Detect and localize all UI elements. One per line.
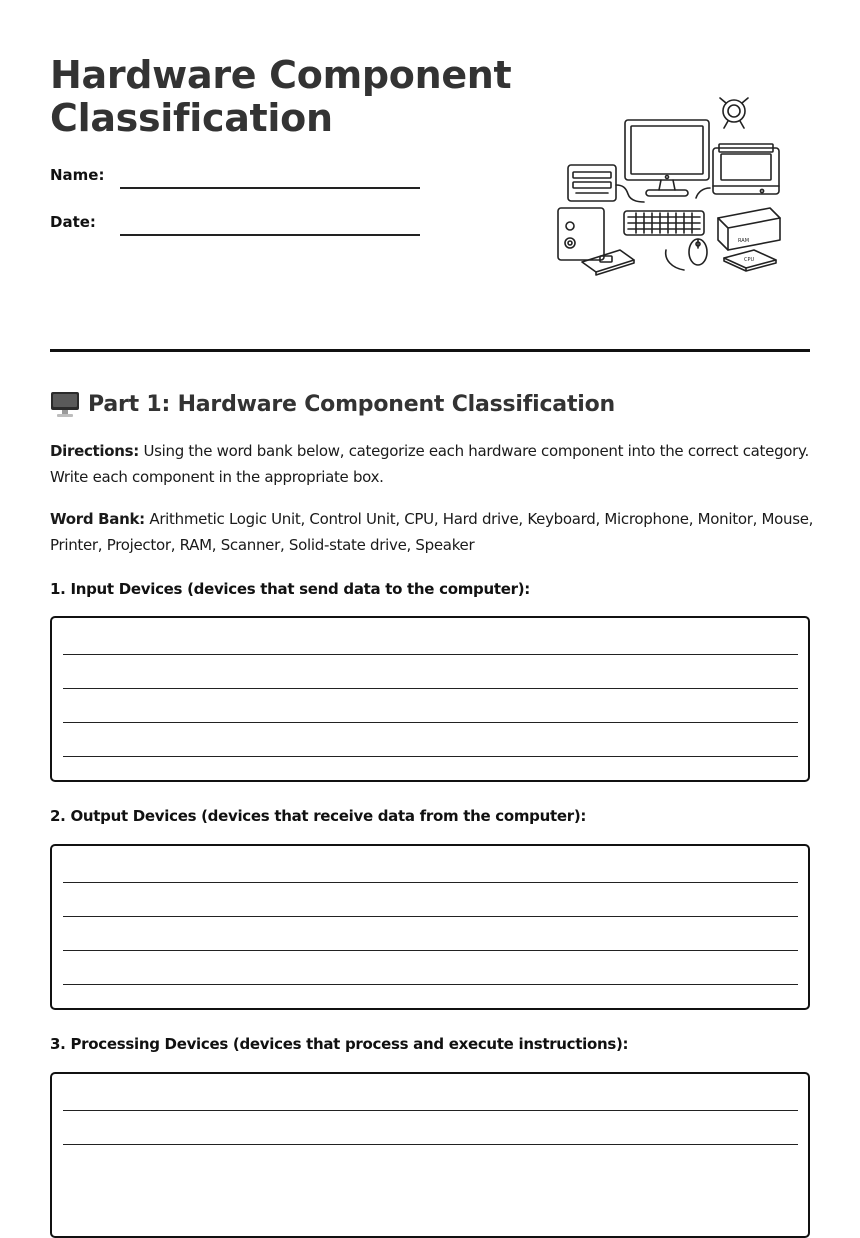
answer-line[interactable] [63,722,798,723]
cpu-chip-label: CPU [744,257,755,263]
answer-line[interactable] [63,950,798,951]
ram-chip-label: RAM [738,238,750,244]
word-bank-paragraph [50,506,820,558]
desktop-monitor-icon [50,390,80,418]
answer-line[interactable] [63,916,798,917]
answer-line[interactable] [63,1110,798,1111]
answer-line[interactable] [63,688,798,689]
name-blank-line[interactable] [120,187,420,189]
output-devices-answer-box[interactable] [50,844,810,1010]
section-divider [50,349,810,352]
answer-line[interactable] [63,756,798,757]
processing-devices-label: 3. Processing Devices (devices that process and execute instructions): [50,1035,629,1053]
answer-line[interactable] [63,882,798,883]
processing-devices-answer-box[interactable] [50,1072,810,1238]
name-label: Name: [50,166,105,184]
date-blank-line[interactable] [120,234,420,236]
worksheet-title: Hardware Component Classification [50,53,512,140]
part1-title: Part 1: Hardware Component Classification [88,391,615,417]
output-devices-label: 2. Output Devices (devices that receive data from the computer): [50,807,587,825]
part1-heading [50,388,810,420]
input-devices-answer-box[interactable] [50,616,810,782]
directions-label: Directions: [50,442,139,460]
word-bank-label: Word Bank: [50,510,145,528]
input-devices-label: 1. Input Devices (devices that send data to the computer): [50,580,530,598]
answer-line[interactable] [63,654,798,655]
directions-paragraph [50,438,820,490]
answer-line[interactable] [63,1144,798,1145]
answer-line[interactable] [63,984,798,985]
date-label: Date: [50,213,96,231]
directions-text: Using the word bank below, categorize each hardware component into the correct category. Write each component in the appropriate box. [50,442,809,486]
computer-hardware-set-icon [548,90,788,280]
word-bank-text: Arithmetic Logic Unit, Control Unit, CPU, Hard drive, Keyboard, Microphone, Monitor, Mouse, Printer, Projector, RAM, Scanner, Solid-state drive, Speaker [50,510,814,554]
